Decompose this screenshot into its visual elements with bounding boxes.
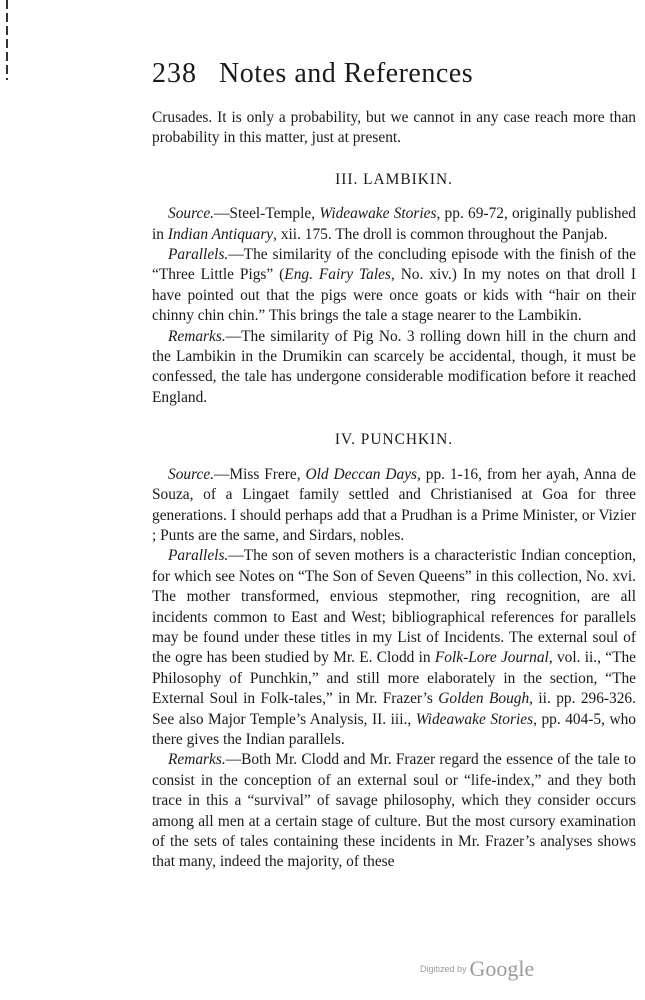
lambikin-remarks-paragraph: Remarks.—The similarity of Pig No. 3 rolling down hill in the churn and the Lambikin in the Drumikin can scarcely be accidental, though, it must be confessed, the tale has undergone considerable modification before it reached England. [152, 327, 636, 406]
page-header [152, 58, 612, 100]
intro-paragraph: Crusades. It is only a probability, but we cannot in any case reach more than probability in this matter, just at present. [152, 109, 636, 147]
source-label: Source. [168, 205, 215, 223]
remarks-label: Remarks. [168, 751, 226, 769]
lambikin-source-paragraph: Source.—Steel-Temple, Wideawake Stories, pp. 69-72, originally published in Indian Antiquary, xii. 175. The droll is common throughout the Panjab. [152, 205, 636, 243]
page-number: 238 [152, 58, 197, 89]
book-title: Golden Bough [438, 690, 530, 708]
punchkin-parallels-paragraph: Parallels.—The son of seven mothers is a characteristic Indian conception, for which see Notes on “The Son of Seven Queens” in this collection, No. xvi. The mother transformed, envious stepmother, ring recognition, are all incidents common to East and West; bibliographical references for parallels may be found under these titles in my List of Incidents. The external soul of the ogre has been studied by Mr. E. Clodd in Folk-Lore Journal, vol. ii., “The Philosophy of Punchkin,” and still more elaborately in the section, “The External Soul in Folk-tales,” in Mr. Frazer’s Golden Bough, ii. pp. 296-326. See also Major Temple’s Analysis, II. iii., Wideawake Stories, pp. 404-5, who there gives the Indian parallels. [152, 547, 637, 748]
digitization-watermark [420, 956, 534, 982]
digitized-by-text: Digitized by [420, 964, 467, 974]
journal-title: Folk-Lore Journal [434, 649, 549, 667]
section-heading-lambikin: III. LAMBIKIN. [335, 170, 453, 188]
margin-rule [6, 0, 8, 80]
parallels-label: Parallels. [168, 547, 229, 565]
book-title: Old Deccan Days [305, 465, 418, 483]
book-title: Wideawake Stories [415, 710, 534, 728]
book-title: Wideawake Stories [319, 205, 437, 223]
punchkin-source-paragraph: Source.—Miss Frere, Old Deccan Days, pp. 1-16, from her ayah, Anna de Souza, of a Lingaet family settled and Christianised at Goa for three generations. I should perhaps add that a Prudhan is a Prime Minister, or Vizier ; Punts are the same, and Sirdars, nobles. [152, 465, 636, 544]
lambikin-parallels-paragraph: Parallels.—The similarity of the concluding episode with the finish of the “Three Little Pigs” (Eng. Fairy Tales, No. xiv.) In my notes on that droll I have pointed out that the pigs were once goats or kids with “hair on their chinny chin chin.” This brings the tale a stage nearer to the Lambikin. [152, 246, 636, 325]
running-title: Notes and References [219, 58, 474, 89]
section-heading-punchkin: IV. PUNCHKIN. [334, 431, 454, 449]
book-title: Eng. Fairy Tales [284, 266, 391, 284]
source-label: Source. [168, 465, 215, 483]
punchkin-remarks-paragraph: Remarks.—Both Mr. Clodd and Mr. Frazer regard the essence of the tale to consist in the conception of an external soul or “life-index,” and they both trace in this a “survival” of savage philosophy, which they consider occurs among all men at a certain stage of culture. But the most cursory examination of the sets of tales containing these incidents in Mr. Frazer’s analyses shows that many, indeed the majority, of these [152, 751, 636, 871]
remarks-label: Remarks. [168, 327, 226, 345]
page-body [152, 108, 636, 873]
parallels-label: Parallels. [168, 246, 229, 264]
journal-title: Indian Antiquary [167, 225, 274, 243]
google-logo: Google [469, 956, 535, 981]
